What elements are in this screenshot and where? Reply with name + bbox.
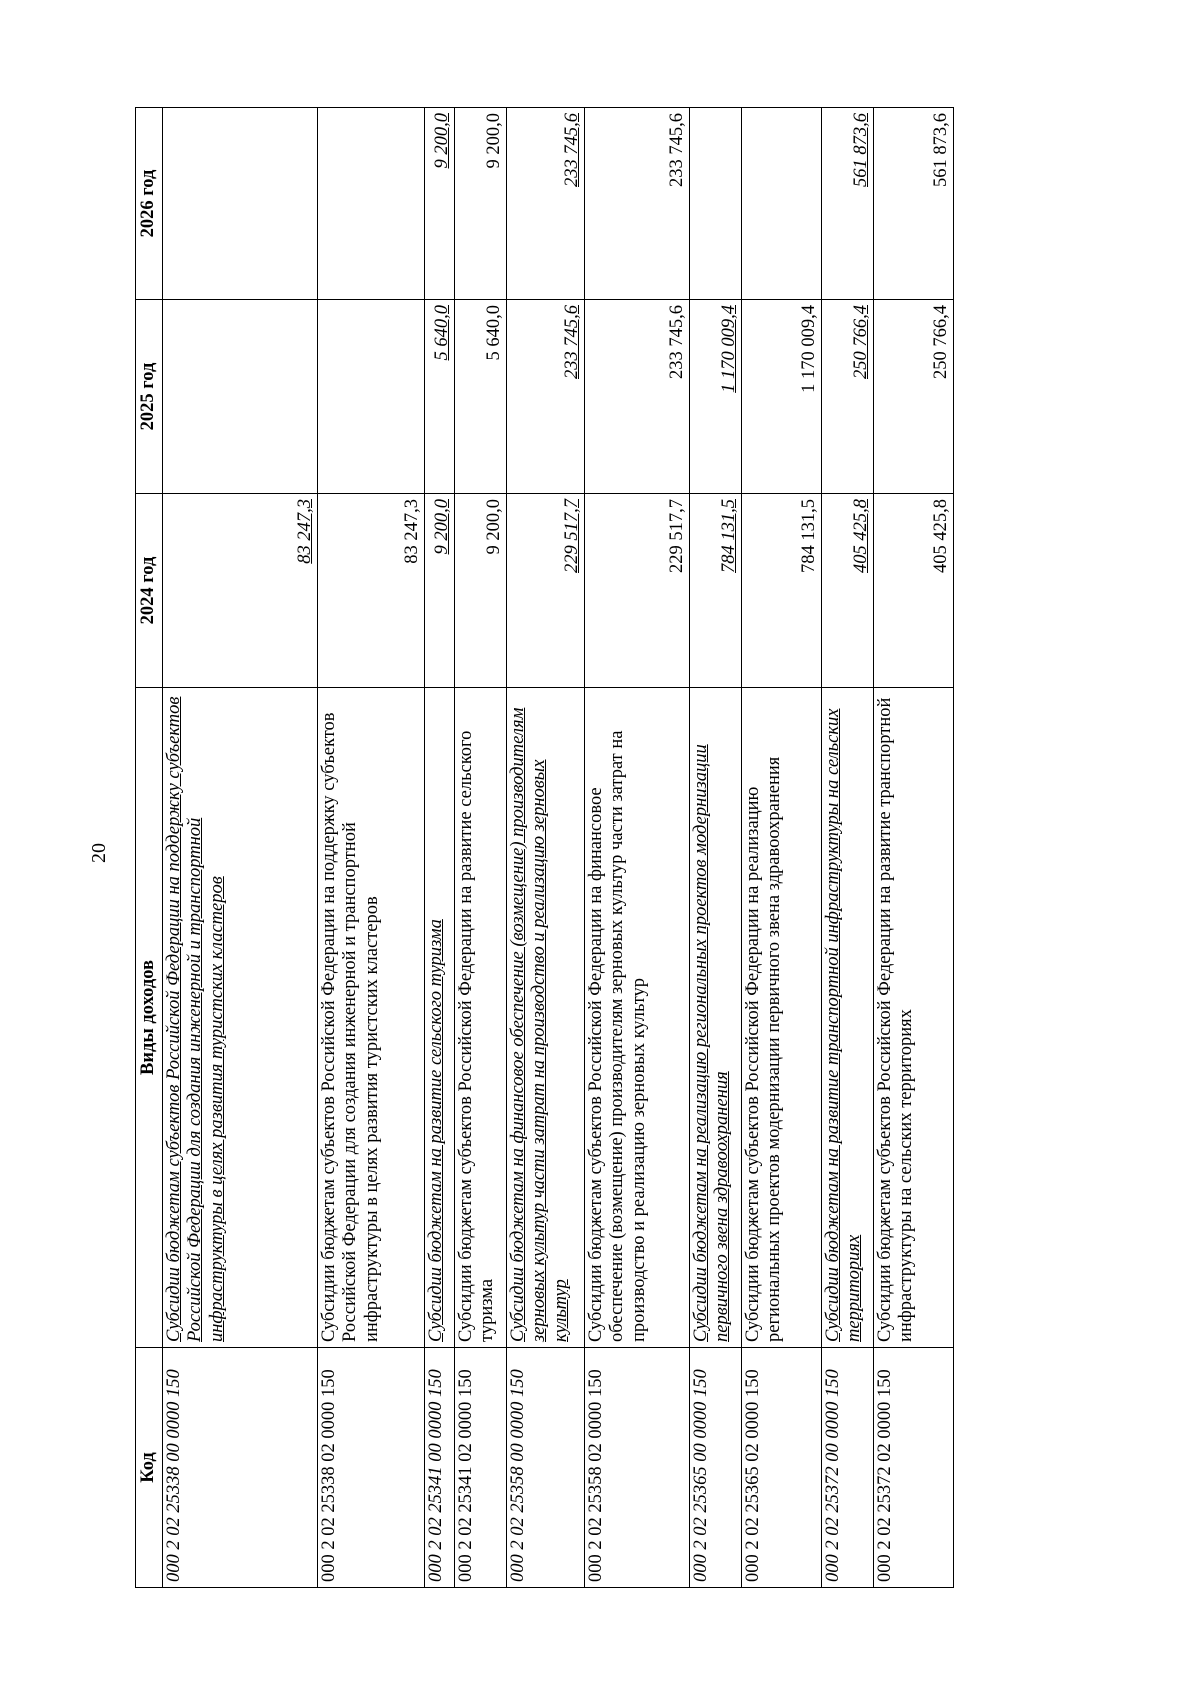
- page-number: 20: [88, 843, 110, 863]
- table-row: [874, 108, 954, 1588]
- row-2025: 250 766,4: [874, 300, 954, 494]
- row-2024: 784 131,5: [690, 494, 742, 688]
- table-row: [507, 108, 585, 1588]
- row-2026: [742, 108, 822, 300]
- row-2024: 9 200,0: [455, 494, 507, 688]
- row-2024: 229 517,7: [585, 494, 690, 688]
- row-2024: 83 247,3: [163, 494, 318, 688]
- row-2025: [318, 300, 425, 494]
- row-code: 000 2 02 25372 02 0000 150: [874, 1348, 954, 1588]
- row-2025: 233 745,6: [507, 300, 585, 494]
- header-2024: 2024 год: [136, 494, 163, 688]
- row-2024: 405 425,8: [822, 494, 874, 688]
- row-name: Субсидии бюджетам субъектов Российской Федерации на поддержку субъектов Российской Федерации для создания инженерной и транспортной инфраструктуры в целях развития туристских кластеров: [319, 712, 382, 1342]
- row-2026: [318, 108, 425, 300]
- row-name: Субсидии бюджетам на финансовое обеспечение (возмещение) производителям зерновых культур части затрат на производство и реализацию зерновых культур: [508, 707, 571, 1342]
- header-2026: 2026 год: [136, 108, 163, 300]
- row-code: 000 2 02 25365 00 0000 150: [690, 1348, 742, 1588]
- row-code: 000 2 02 25358 00 0000 150: [507, 1348, 585, 1588]
- row-name: Субсидии бюджетам на реализацию региональных проектов модернизации первичного звена здравоохранения: [691, 744, 733, 1342]
- row-2025: 250 766,4: [822, 300, 874, 494]
- table-row: [163, 108, 318, 1588]
- row-2026: 561 873,6: [874, 108, 954, 300]
- row-name: Субсидии бюджетам субъектов Российской Федерации на реализацию региональных проектов модернизации первичного звена здравоохранения: [743, 756, 785, 1342]
- row-code: 000 2 02 25338 00 0000 150: [163, 1348, 318, 1588]
- table-row: [455, 108, 507, 1588]
- row-2024: 229 517,7: [507, 494, 585, 688]
- header-revenue-type: Виды доходов: [136, 688, 163, 1348]
- table-row: [742, 108, 822, 1588]
- row-2026: [163, 108, 318, 300]
- row-code: 000 2 02 25338 02 0000 150: [318, 1348, 425, 1588]
- row-2025: 1 170 009,4: [742, 300, 822, 494]
- row-name: Субсидии бюджетам субъектов Российской Федерации на развитие сельского туризма: [456, 730, 498, 1342]
- header-2025: 2025 год: [136, 300, 163, 494]
- row-2026: [690, 108, 742, 300]
- rotated-table-container: [135, 108, 965, 1588]
- revenue-table: [135, 107, 954, 1588]
- row-code: 000 2 02 25341 00 0000 150: [425, 1348, 455, 1588]
- row-2026: 233 745,6: [507, 108, 585, 300]
- row-2025: 233 745,6: [585, 300, 690, 494]
- row-name: Субсидии бюджетам субъектов Российской Федерации на поддержку субъектов Российской Федерации для создания инженерной и транспортной инфраструктуры в целях развития туристских кластеров: [164, 696, 227, 1342]
- row-2026: 9 200,0: [425, 108, 455, 300]
- row-code: 000 2 02 25365 02 0000 150: [742, 1348, 822, 1588]
- row-name: Субсидии бюджетам на развитие сельского туризма: [426, 919, 446, 1342]
- table-row: [318, 108, 425, 1588]
- row-code: 000 2 02 25341 02 0000 150: [455, 1348, 507, 1588]
- row-name: Субсидии бюджетам субъектов Российской Федерации на финансовое обеспечение (возмещение) производителям зерновых культур части затрат на производство и реализацию зерновых культур: [586, 730, 649, 1342]
- row-2025: 1 170 009,4: [690, 300, 742, 494]
- row-name: Субсидии бюджетам на развитие транспортной инфраструктуры на сельских территориях: [823, 708, 865, 1342]
- row-2024: 9 200,0: [425, 494, 455, 688]
- row-name: Субсидии бюджетам субъектов Российской Федерации на развитие транспортной инфраструктуры на сельских территориях: [875, 697, 917, 1342]
- row-code: 000 2 02 25358 02 0000 150: [585, 1348, 690, 1588]
- row-code: 000 2 02 25372 00 0000 150: [822, 1348, 874, 1588]
- row-2025: 5 640,0: [455, 300, 507, 494]
- header-code: Код: [136, 1348, 163, 1588]
- row-2025: [163, 300, 318, 494]
- row-2026: 233 745,6: [585, 108, 690, 300]
- row-2024: 405 425,8: [874, 494, 954, 688]
- table-header-row: [136, 108, 163, 1588]
- table-row: [585, 108, 690, 1588]
- row-2026: 561 873,6: [822, 108, 874, 300]
- row-2026: 9 200,0: [455, 108, 507, 300]
- table-row: [690, 108, 742, 1588]
- row-2024: 83 247,3: [318, 494, 425, 688]
- row-2024: 784 131,5: [742, 494, 822, 688]
- table-row: [425, 108, 455, 1588]
- table-row: [822, 108, 874, 1588]
- row-2025: 5 640,0: [425, 300, 455, 494]
